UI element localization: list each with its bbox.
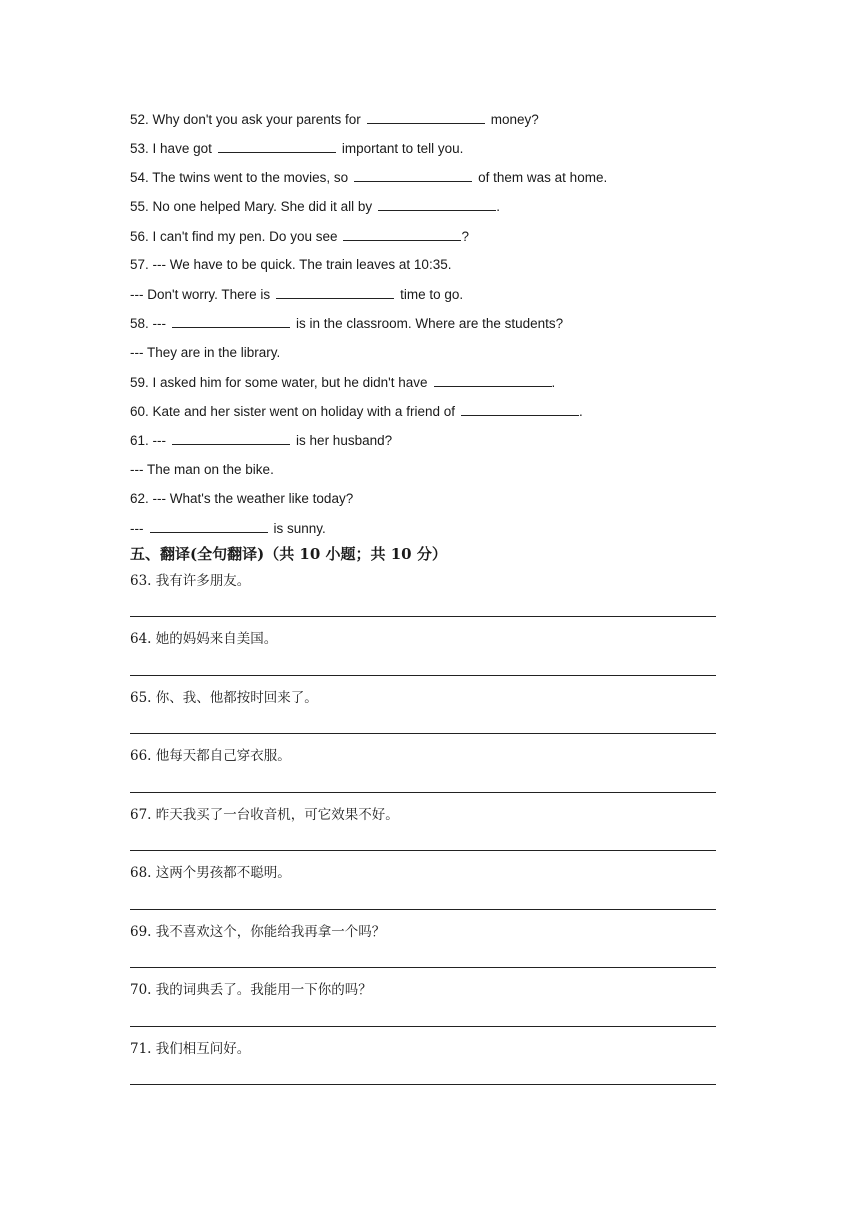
question-59 [130, 373, 555, 392]
answer-line[interactable] [130, 850, 716, 851]
question-text-after: time to go. [400, 287, 464, 302]
question-text-after: of them was at home. [478, 170, 608, 185]
question-text: 这两个男孩都不聪明。 [155, 865, 291, 881]
question-text: Why don't you ask your parents for [152, 112, 361, 127]
translation-64 [130, 630, 277, 648]
question-text: 她的妈妈来自美国。 [155, 631, 278, 647]
question-number: 56. [130, 229, 149, 244]
answer-blank[interactable] [354, 168, 472, 182]
translation-68 [130, 864, 291, 882]
translation-67 [130, 806, 399, 824]
answer-blank[interactable] [461, 402, 579, 416]
question-text: --- We have to be quick. The train leaves at 10:35. [152, 257, 452, 272]
question-text: --- They are in the library. [130, 345, 281, 360]
question-55 [130, 197, 500, 216]
question-number: 62. [130, 491, 149, 506]
question-number: 54. [130, 170, 149, 185]
question-number: 69. [130, 924, 152, 940]
question-number: 68. [130, 865, 152, 881]
question-text: No one helped Mary. She did it all by [152, 199, 373, 214]
question-number: 60. [130, 404, 149, 419]
question-number: 61. [130, 433, 149, 448]
question-text: 你、我、他都按时回来了。 [155, 690, 318, 706]
question-text: --- The man on the bike. [130, 462, 274, 477]
question-number: 59. [130, 375, 149, 390]
question-58 [130, 314, 563, 333]
question-text: Kate and her sister went on holiday with a friend of [152, 404, 455, 419]
question-text-after: important to tell you. [341, 141, 464, 156]
answer-line[interactable] [130, 967, 716, 968]
answer-blank[interactable] [276, 285, 394, 299]
question-text-after: . [496, 199, 500, 214]
question-57 [130, 256, 451, 274]
question-54 [130, 168, 607, 187]
answer-blank[interactable] [150, 519, 268, 533]
question-text: --- [152, 316, 167, 331]
question-text: I have got [152, 141, 212, 156]
answer-blank[interactable] [172, 314, 290, 328]
question-52 [130, 110, 539, 129]
question-text: --- What's the weather like today? [152, 491, 354, 506]
question-58-reply [130, 344, 280, 362]
answer-line[interactable] [130, 616, 716, 617]
question-text-after: is in the classroom. Where are the students? [296, 316, 564, 331]
answer-line[interactable] [130, 675, 716, 676]
question-number: 64. [130, 631, 152, 647]
question-text: I asked him for some water, but he didn't have [152, 375, 428, 390]
answer-blank[interactable] [343, 227, 461, 241]
question-text-after: is sunny. [273, 521, 326, 536]
question-text-after: ? [461, 229, 469, 244]
question-text: --- Don't worry. There is [130, 287, 271, 302]
question-text: The twins went to the movies, so [152, 170, 349, 185]
question-text: 我不喜欢这个，你能给我再拿一个吗？ [155, 924, 386, 940]
question-number: 63. [130, 573, 152, 589]
question-text: 我的词典丢了。我能用一下你的吗？ [155, 982, 372, 998]
question-53 [130, 139, 463, 158]
question-60 [130, 402, 583, 421]
translation-66 [130, 747, 291, 765]
question-text: 昨天我买了一台收音机，可它效果不好。 [155, 807, 399, 823]
question-text: 他每天都自己穿衣服。 [155, 748, 291, 764]
question-number: 57. [130, 257, 149, 272]
question-text: --- [130, 521, 144, 536]
question-text-after: is her husband? [296, 433, 393, 448]
question-text: --- [152, 433, 167, 448]
translation-65 [130, 689, 318, 707]
question-62 [130, 490, 353, 508]
answer-blank[interactable] [434, 373, 552, 387]
answer-blank[interactable] [218, 139, 336, 153]
question-number: 52. [130, 112, 149, 127]
section-heading: 五、翻译(全句翻译)（共 10 小题；共 10 分） [130, 545, 447, 563]
question-number: 55. [130, 199, 149, 214]
question-number: 71. [130, 1041, 152, 1057]
answer-line[interactable] [130, 733, 716, 734]
question-61 [130, 431, 392, 450]
question-text-after: . [551, 375, 556, 390]
question-number: 53. [130, 141, 149, 156]
translation-69 [130, 923, 385, 941]
answer-line[interactable] [130, 792, 716, 793]
question-text-after: . [578, 404, 583, 419]
answer-blank[interactable] [367, 110, 485, 124]
translation-70 [130, 981, 372, 999]
question-text: 我有许多朋友。 [155, 573, 251, 589]
question-text: I can't find my pen. Do you see [152, 229, 338, 244]
question-text: 我们相互问好。 [155, 1041, 251, 1057]
question-56 [130, 227, 469, 246]
answer-line[interactable] [130, 1026, 716, 1027]
answer-line[interactable] [130, 1084, 716, 1085]
answer-blank[interactable] [378, 197, 496, 211]
translation-71 [130, 1040, 250, 1058]
question-number: 67. [130, 807, 152, 823]
answer-blank[interactable] [172, 431, 290, 445]
question-61-reply [130, 461, 274, 479]
question-62-reply [130, 519, 326, 538]
question-number: 70. [130, 982, 152, 998]
question-text-after: money? [490, 112, 539, 127]
translation-63 [130, 572, 250, 590]
question-number: 65. [130, 690, 152, 706]
answer-line[interactable] [130, 909, 716, 910]
question-57-reply [130, 285, 463, 304]
question-number: 58. [130, 316, 149, 331]
question-number: 66. [130, 748, 152, 764]
